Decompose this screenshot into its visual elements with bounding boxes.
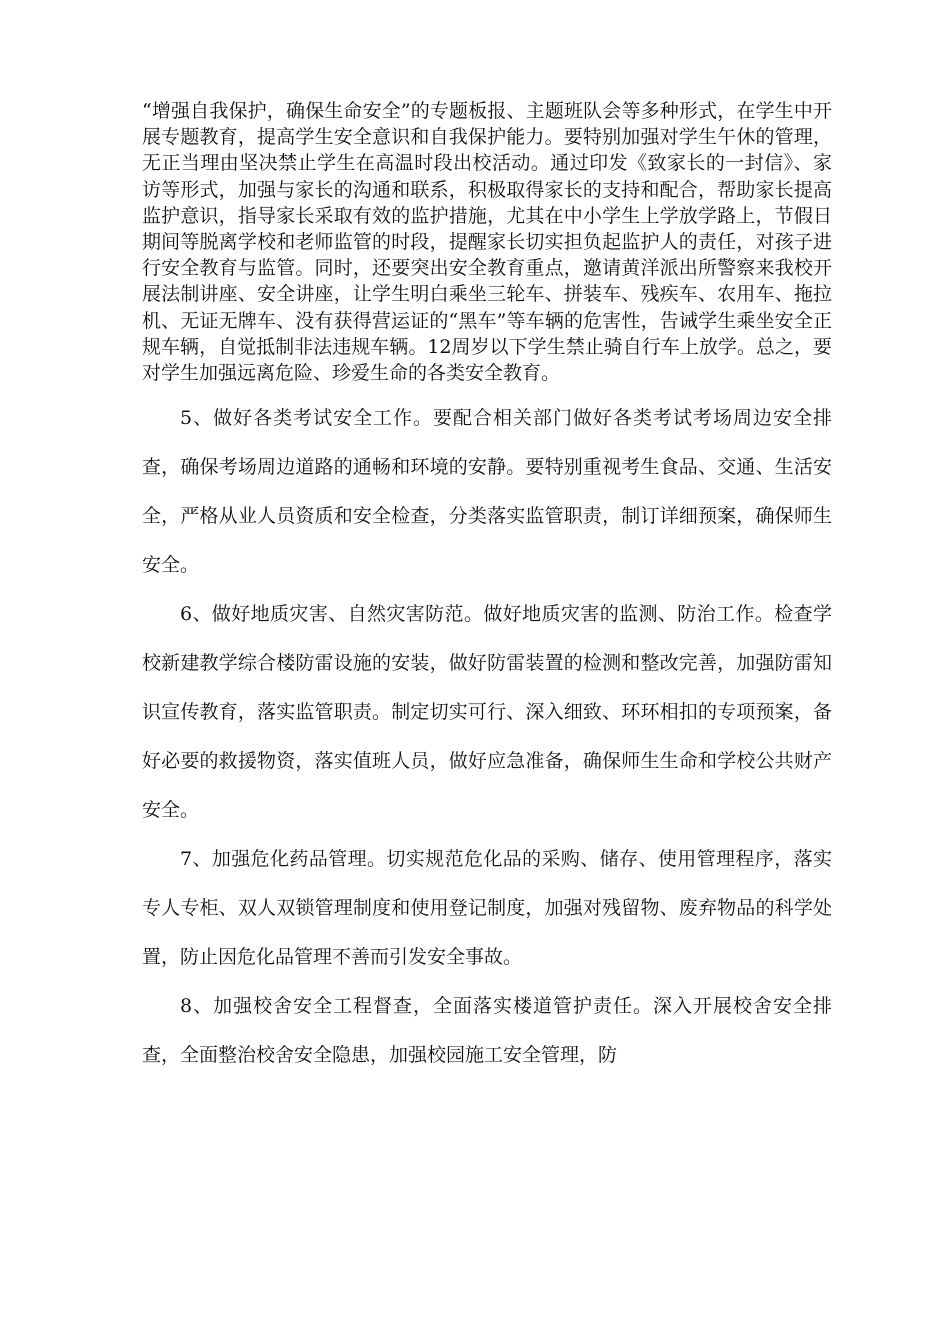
paragraph-building-inspection: 8、加强校舍安全工程督查，全面落实楼道管护责任。深入开展校舍安全排查，全面整治校舍安全隐患，加强校园施工安全管理，防 [142, 995, 832, 1067]
document-page [142, 98, 832, 1080]
paragraph-safety-education: “增强自我保护，确保生命安全”的专题板报、主题班队会等多种形式，在学生中开展专题教育，提高学生安全意识和自我保护能力。要特别加强对学生午休的管理，无正当理由坚决禁止学生在高温时段出校活动。通过印发《致家长的一封信》、家访等形式，加强与家长的沟通和联系，积极取得家长的支持和配合，帮助家长提高监护意识，指导家长采取有效的监护措施，尤其在中小学生上学放学路上，节假日期间等脱离学校和老师监管的时段，提醒家长切实担负起监护人的责任，对孩子进行安全教育与监管。同时，还要突出安全教育重点，邀请黄洋派出所警察来我校开展法制讲座、安全讲座，让学生明白乘坐三轮车、拼装车、残疾车、农用车、拖拉机、无证无牌车、没有获得营运证的“黑车”等车辆的危害性，告诫学生乘坐安全正规车辆，自觉抵制非法违规车辆。12周岁以下学生禁止骑自行车上放学。总之，要对学生加强远离危险、珍爱生命的各类安全教育。 [142, 100, 832, 385]
paragraph-disaster-prevention: 6、做好地质灾害、自然灾害防范。做好地质灾害的监测、防治工作。检查学校新建教学综合楼防雷设施的安装，做好防雷装置的检测和整改完善，加强防雷知识宣传教育，落实监管职责。制定切实可行、深入细致、环环相扣的专项预案，备好必要的救援物资，落实值班人员，做好应急准备，确保师生生命和学校公共财产安全。 [142, 603, 832, 822]
paragraph-chemical-management: 7、加强危化药品管理。切实规范危化品的采购、储存、使用管理程序，落实专人专柜、双人双锁管理制度和使用登记制度，加强对残留物、废弃物品的科学处置，防止因危化品管理不善而引发安全事故。 [142, 848, 832, 969]
paragraph-exam-safety: 5、做好各类考试安全工作。要配合相关部门做好各类考试考场周边安全排查，确保考场周边道路的通畅和环境的安静。要特别重视考生食品、交通、生活安全，严格从业人员资质和安全检查，分类落实监管职责，制订详细预案，确保师生安全。 [142, 407, 832, 577]
